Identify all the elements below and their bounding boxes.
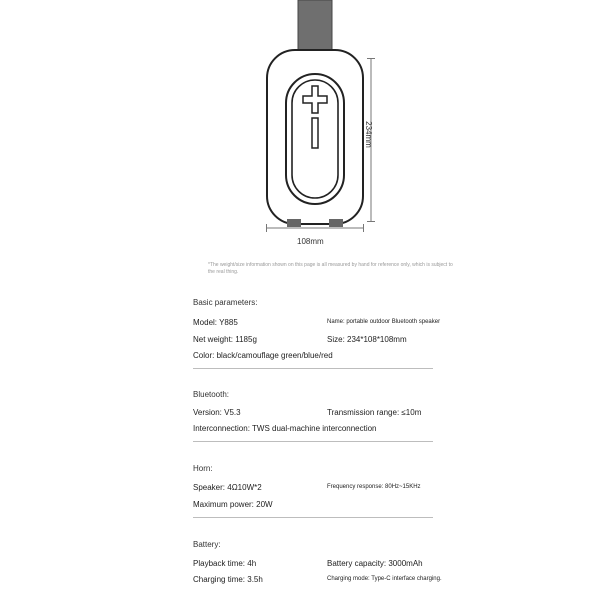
field-maximum-power: Maximum power: 20W xyxy=(193,500,273,509)
field-version: Version: V5.3 xyxy=(193,408,241,417)
section-title-battery: Battery: xyxy=(193,540,221,549)
field-speaker: Speaker: 4Ω10W*2 xyxy=(193,483,262,492)
width-label: 108mm xyxy=(297,237,324,246)
section-title-basic: Basic parameters: xyxy=(193,298,258,307)
field-transmission-range: Transmission range: ≤10m xyxy=(327,408,422,417)
divider xyxy=(193,441,433,442)
field-charging-time: Charging time: 3.5h xyxy=(193,575,263,584)
field-name: Name: portable outdoor Bluetooth speaker xyxy=(327,319,441,325)
divider xyxy=(193,368,433,369)
field-net-weight: Net weight: 1185g xyxy=(193,335,257,344)
section-title-bluetooth: Bluetooth: xyxy=(193,390,230,399)
speaker-drawing xyxy=(250,0,400,235)
divider xyxy=(193,517,433,518)
field-battery-capacity: Battery capacity: 3000mAh xyxy=(327,559,423,568)
disclaimer-note: *The weight/size information shown on this page is all measured by hand for reference only, which is subject to the real thing. xyxy=(208,262,453,275)
height-label: 234mm xyxy=(363,121,373,148)
field-interconnection: Interconnection: TWS dual-machine interconnection xyxy=(193,424,377,433)
field-size: Size: 234*108*108mm xyxy=(327,335,407,344)
width-dimension-line xyxy=(266,222,364,234)
section-title-horn: Horn: xyxy=(193,464,213,473)
field-color: Color: black/camouflage green/blue/red xyxy=(193,351,333,360)
field-frequency-response: Frequency response: 80Hz~15KHz xyxy=(327,484,421,490)
field-playback-time: Playback time: 4h xyxy=(193,559,257,568)
field-charging-mode: Charging mode: Type-C interface charging. xyxy=(327,576,442,582)
field-model: Model: Y885 xyxy=(193,318,238,327)
